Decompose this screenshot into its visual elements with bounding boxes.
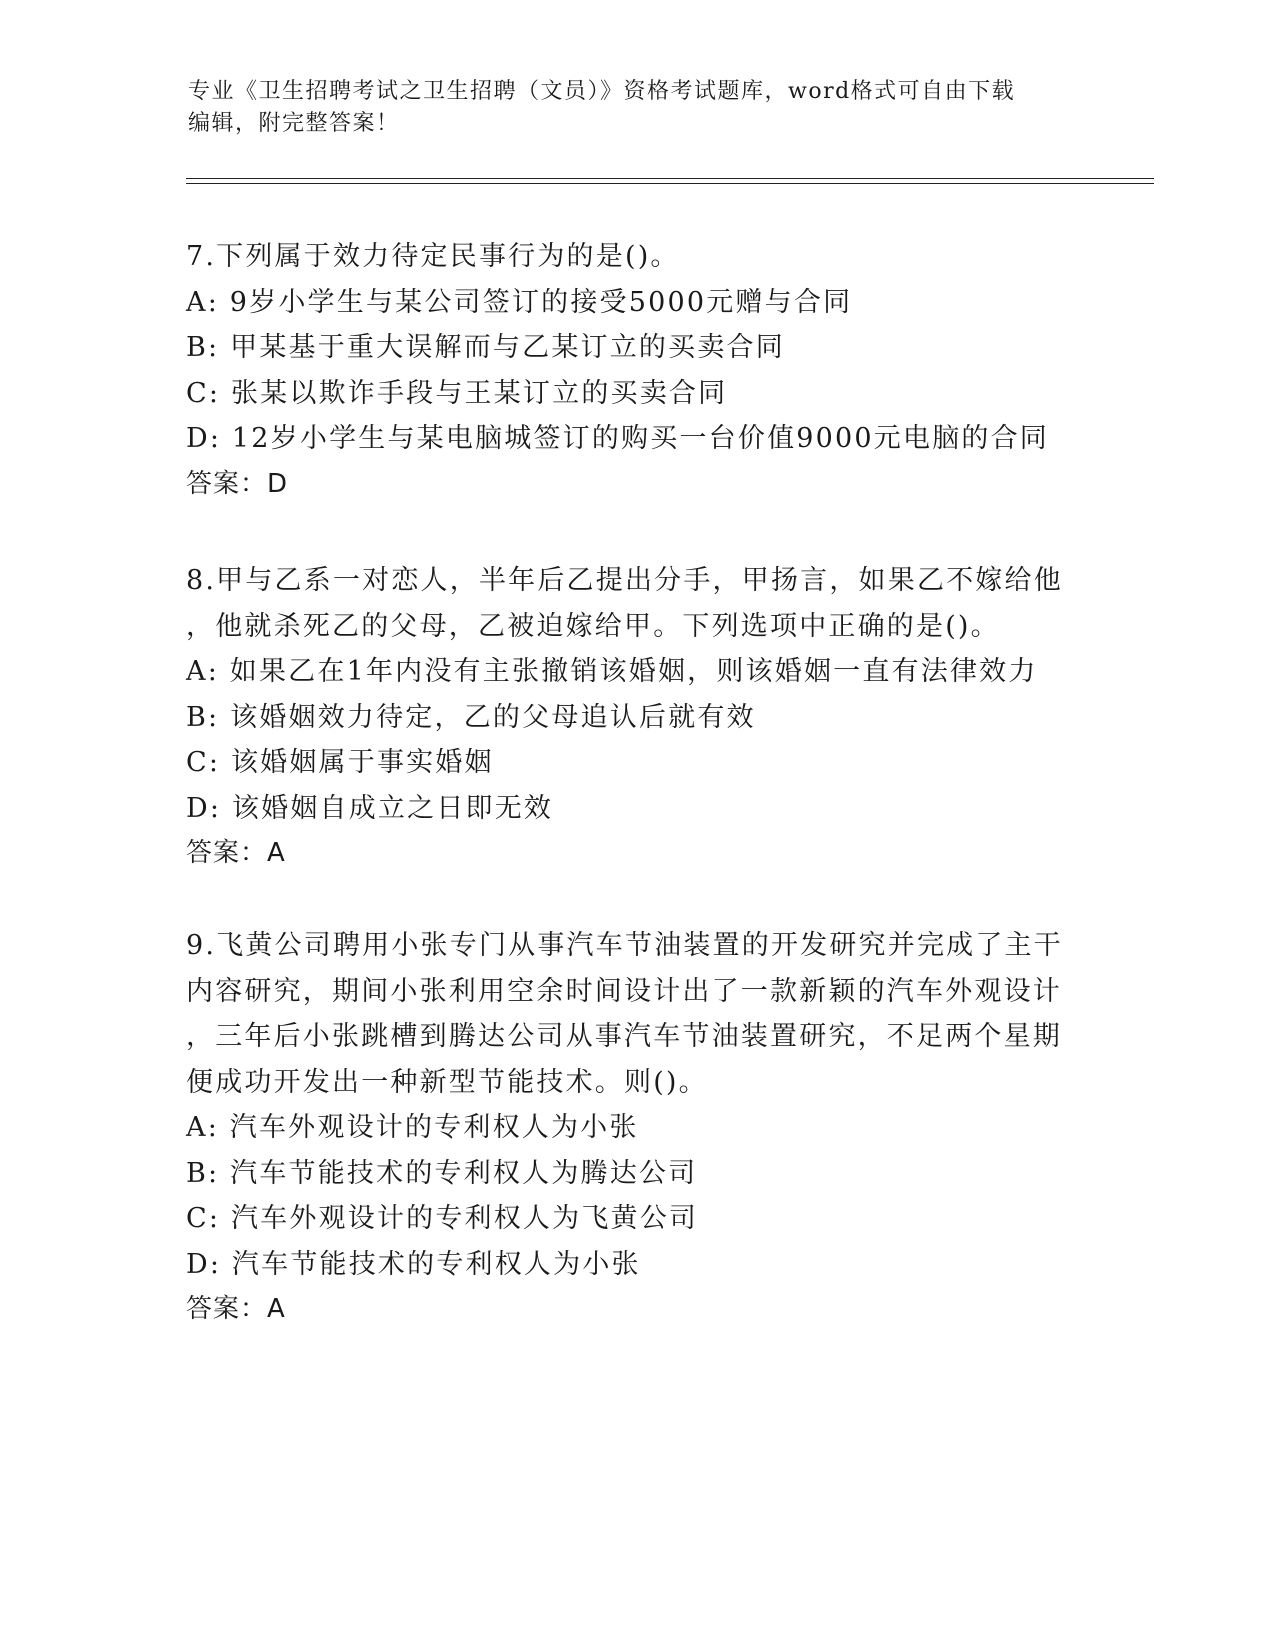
question-stem: 9.飞黄公司聘用小张专门从事汽车节油装置的开发研究并完成了主干: [186, 930, 1063, 961]
question-stem: 内容研究，期间小张利用空余时间设计出了一款新颖的汽车外观设计: [186, 975, 1062, 1007]
option-d: D: 12岁小学生与某电脑城签订的购买一台价值9000元电脑的合同: [186, 423, 1049, 454]
option-a: A: 如果乙在1年内没有主张撤销该婚姻，则该婚姻一直有法律效力: [186, 656, 1038, 687]
option-c: C: 汽车外观设计的专利权人为飞黄公司: [186, 1203, 699, 1234]
header-line-1: 专业《卫生招聘考试之卫生招聘（文员）》资格考试题库，word格式可自由下载: [188, 79, 1016, 104]
option-b: B: 汽车节能技术的专利权人为腾达公司: [186, 1157, 698, 1189]
option-d: D: 汽车节能技术的专利权人为小张: [186, 1248, 641, 1280]
option-b: B: 甲某基于重大误解而与乙某订立的买卖合同: [186, 332, 785, 363]
question-stem: 8.甲与乙系一对恋人，半年后乙提出分手，甲扬言，如果乙不嫁给他: [186, 565, 1063, 596]
option-a: A: 汽车外观设计的专利权人为小张: [186, 1112, 639, 1143]
question-stem: ，他就杀死乙的父母，乙被迫嫁给甲。下列选项中正确的是()。: [186, 610, 1000, 642]
header-divider-bottom: [186, 183, 1154, 184]
answer: 答案：D: [186, 468, 289, 499]
option-c: C: 张某以欺诈手段与王某订立的买卖合同: [186, 377, 728, 409]
question-stem: 便成功开发出一种新型节能技术。则()。: [186, 1066, 708, 1098]
option-b: B: 该婚姻效力待定，乙的父母追认后就有效: [186, 701, 756, 733]
header-line-2: 编辑，附完整答案！: [188, 111, 400, 136]
question-8: [186, 558, 1086, 877]
document-header: [188, 76, 1088, 140]
answer: 答案：A: [186, 838, 286, 868]
question-stem: ，三年后小张跳槽到腾达公司从事汽车节油装置研究，不足两个星期: [186, 1021, 1062, 1052]
option-d: D: 该婚姻自成立之日即无效: [186, 792, 554, 824]
question-7: [186, 234, 1086, 507]
option-a: A: 9岁小学生与某公司签订的接受5000元赠与合同: [186, 286, 853, 318]
option-c: C: 该婚姻属于事实婚姻: [186, 747, 494, 778]
answer: 答案：A: [186, 1294, 286, 1324]
question-9: [186, 923, 1086, 1333]
question-stem: 7.下列属于效力待定民事行为的是()。: [186, 241, 680, 272]
header-divider-top: [186, 178, 1154, 179]
